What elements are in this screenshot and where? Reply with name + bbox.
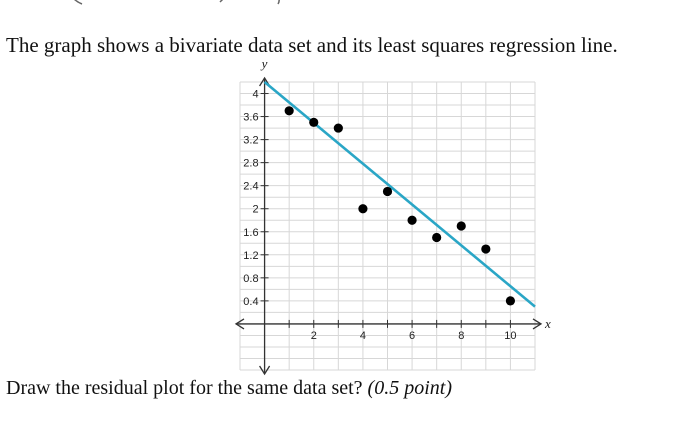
data-point: [481, 244, 490, 253]
data-point: [506, 296, 515, 305]
y-tick-label: 2.4: [243, 180, 259, 193]
y-tick-label: 2.8: [243, 157, 259, 170]
chart-axes: [236, 56, 551, 374]
y-tick-label: 3.2: [243, 134, 259, 147]
data-point: [358, 204, 367, 213]
data-point: [383, 187, 392, 196]
data-point: [407, 216, 416, 225]
question-prompt: The graph shows a bivariate data set and its least squares regression line.: [6, 33, 618, 57]
x-tick-label: 4: [359, 329, 366, 342]
y-tick-label: 1.2: [243, 249, 259, 262]
data-point: [309, 118, 318, 127]
data-point: [334, 123, 343, 132]
y-tick-label: 2: [252, 203, 259, 216]
x-tick-label: 6: [409, 329, 416, 342]
chart-ticks: [243, 89, 516, 342]
y-tick-label: 4: [252, 88, 259, 101]
data-point: [285, 106, 294, 115]
y-tick-label: 0.8: [243, 272, 259, 285]
residual-question-text: Draw the residual plot for the same data set?: [6, 377, 363, 399]
y-tick-label: 0.4: [243, 295, 259, 308]
data-point: [432, 233, 441, 242]
y-tick-label: 3.6: [243, 111, 259, 124]
x-axis-label: x: [545, 315, 551, 331]
data-points: [285, 106, 515, 305]
x-tick-label: 2: [310, 329, 317, 342]
points-note: (0.5 point): [367, 377, 452, 399]
residual-question: [6, 377, 452, 400]
y-tick-label: 1.6: [243, 226, 259, 239]
x-tick-label: 10: [504, 329, 517, 342]
data-point: [457, 221, 466, 230]
regression-line: [265, 82, 535, 307]
y-axis-label: y: [261, 56, 268, 71]
regression-line-layer: [265, 82, 535, 307]
x-tick-label: 8: [458, 329, 465, 342]
